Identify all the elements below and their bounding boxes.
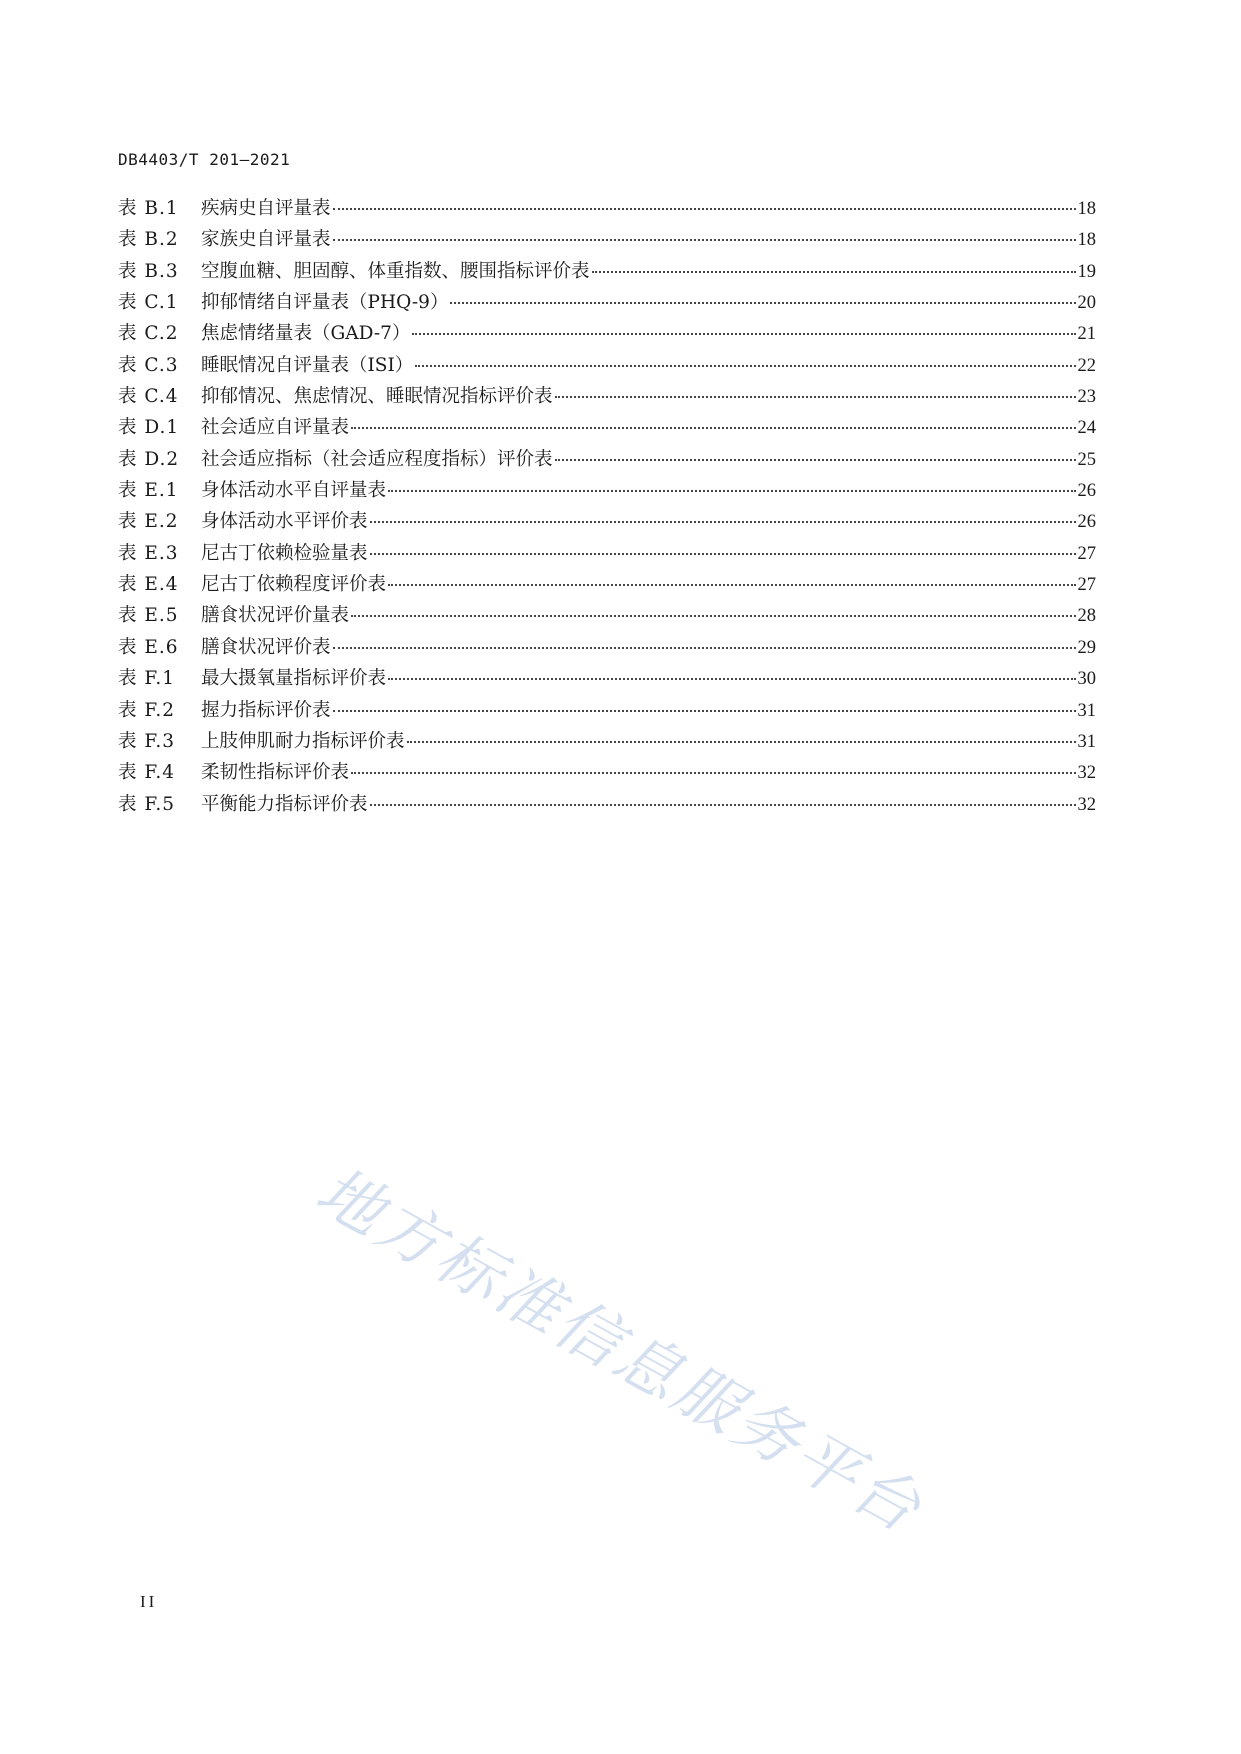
- toc-entry[interactable]: [118, 726, 1096, 757]
- toc-leader-dots: [388, 583, 1075, 586]
- toc-entry-title: 身体活动水平评价表: [201, 511, 368, 533]
- toc-entry-number: 表 F.4: [118, 762, 175, 784]
- toc-leader-dots: [333, 238, 1076, 241]
- toc-leader-dots: [351, 614, 1075, 617]
- toc-entry-number: 表 D.1: [118, 417, 180, 439]
- toc-entry[interactable]: [118, 789, 1096, 820]
- toc-entry-number: 表 D.2: [118, 448, 180, 470]
- toc-entry-page: 18: [1077, 230, 1096, 251]
- table-of-contents: [118, 193, 1096, 820]
- toc-entry-title: 尼古丁依赖程度评价表: [201, 574, 387, 596]
- toc-entry-page: 28: [1077, 606, 1096, 627]
- toc-entry-page: 32: [1077, 794, 1096, 815]
- toc-entry-title: 握力指标评价表: [201, 699, 331, 721]
- toc-entry-title: 膳食状况评价表: [201, 636, 331, 658]
- toc-entry-title: 身体活动水平自评量表: [201, 480, 387, 502]
- toc-entry[interactable]: [118, 256, 1096, 287]
- toc-leader-dots: [333, 709, 1076, 712]
- toc-entry-number: 表 F.5: [118, 793, 175, 815]
- toc-entry-number: 表 E.5: [118, 605, 179, 627]
- toc-entry-page: 31: [1077, 700, 1096, 721]
- toc-entry-page: 27: [1077, 543, 1096, 564]
- toc-leader-dots: [370, 520, 1076, 523]
- toc-leader-dots: [333, 646, 1076, 649]
- toc-entry-title: 焦虑情绪量表（GAD-7）: [201, 323, 411, 345]
- toc-entry-number: 表 C.1: [118, 292, 179, 314]
- toc-entry-page: 31: [1077, 731, 1096, 752]
- toc-entry-page: 29: [1077, 637, 1096, 658]
- toc-entry[interactable]: [118, 444, 1096, 475]
- toc-entry-page: 20: [1077, 293, 1096, 314]
- toc-leader-dots: [388, 677, 1075, 680]
- toc-entry-page: 32: [1077, 763, 1096, 784]
- toc-entry-title: 尼古丁依赖检验量表: [201, 542, 368, 564]
- toc-entry[interactable]: [118, 538, 1096, 569]
- toc-entry-page: 22: [1077, 355, 1096, 376]
- toc-entry[interactable]: [118, 600, 1096, 631]
- watermark: 地方标准信息服务平台: [304, 1153, 935, 1549]
- toc-leader-dots: [555, 458, 1076, 461]
- toc-entry-title: 抑郁情况、焦虑情况、睡眠情况指标评价表: [201, 386, 553, 408]
- toc-entry-page: 21: [1077, 324, 1096, 345]
- toc-leader-dots: [351, 771, 1075, 774]
- toc-entry-number: 表 E.4: [118, 574, 179, 596]
- toc-entry[interactable]: [118, 224, 1096, 255]
- toc-entry-number: 表 F.2: [118, 699, 175, 721]
- toc-entry-title: 平衡能力指标评价表: [201, 793, 368, 815]
- toc-entry-page: 23: [1077, 387, 1096, 408]
- toc-entry[interactable]: [118, 663, 1096, 694]
- toc-entry-title: 上肢伸肌耐力指标评价表: [201, 730, 405, 752]
- toc-entry-title: 睡眠情况自评量表（ISI）: [201, 354, 414, 376]
- toc-entry-page: 24: [1077, 418, 1096, 439]
- toc-entry[interactable]: [118, 632, 1096, 663]
- toc-entry-number: 表 E.2: [118, 511, 179, 533]
- document-code: DB4403/T 201—2021: [118, 150, 291, 169]
- toc-entry-number: 表 B.3: [118, 260, 179, 282]
- toc-leader-dots: [450, 301, 1075, 304]
- toc-entry-page: 26: [1077, 512, 1096, 533]
- toc-entry-number: 表 F.3: [118, 730, 175, 752]
- toc-entry-page: 18: [1077, 199, 1096, 219]
- toc-leader-dots: [333, 207, 1076, 210]
- toc-entry-number: 表 C.3: [118, 354, 179, 376]
- toc-entry-title: 社会适应指标（社会适应程度指标）评价表: [201, 448, 553, 470]
- toc-leader-dots: [415, 364, 1075, 367]
- toc-entry[interactable]: [118, 757, 1096, 788]
- toc-entry-title: 柔韧性指标评价表: [201, 762, 350, 784]
- toc-entry-number: 表 C.2: [118, 323, 179, 345]
- toc-leader-dots: [370, 803, 1076, 806]
- toc-entry-title: 最大摄氧量指标评价表: [201, 668, 387, 690]
- toc-entry[interactable]: [118, 287, 1096, 318]
- toc-entry[interactable]: [118, 318, 1096, 349]
- toc-entry[interactable]: [118, 506, 1096, 537]
- toc-leader-dots: [370, 552, 1076, 555]
- toc-entry-title: 空腹血糖、胆固醇、体重指数、腰围指标评价表: [201, 260, 590, 282]
- toc-entry-page: 30: [1077, 669, 1096, 690]
- toc-leader-dots: [407, 740, 1076, 743]
- toc-entry-number: 表 F.1: [118, 668, 175, 690]
- toc-entry[interactable]: [118, 193, 1096, 224]
- toc-entry-title: 社会适应自评量表: [201, 417, 350, 439]
- toc-leader-dots: [351, 426, 1075, 429]
- toc-entry-number: 表 B.1: [118, 198, 179, 219]
- toc-entry-number: 表 E.1: [118, 480, 179, 502]
- toc-entry-number: 表 B.2: [118, 229, 179, 251]
- toc-entry-page: 26: [1077, 481, 1096, 502]
- toc-leader-dots: [555, 395, 1076, 398]
- page-number: II: [140, 1592, 158, 1611]
- toc-entry-number: 表 E.6: [118, 636, 179, 658]
- toc-entry[interactable]: [118, 350, 1096, 381]
- toc-entry-title: 抑郁情绪自评量表（PHQ-9）: [201, 292, 449, 314]
- toc-entry-number: 表 C.4: [118, 386, 179, 408]
- toc-leader-dots: [388, 489, 1075, 492]
- toc-entry[interactable]: [118, 695, 1096, 726]
- toc-entry-number: 表 E.3: [118, 542, 179, 564]
- toc-entry-title: 家族史自评量表: [201, 229, 331, 251]
- toc-entry[interactable]: [118, 569, 1096, 600]
- toc-entry-title: 膳食状况评价量表: [201, 605, 350, 627]
- toc-entry-page: 27: [1077, 575, 1096, 596]
- toc-entry[interactable]: [118, 412, 1096, 443]
- toc-entry[interactable]: [118, 381, 1096, 412]
- toc-leader-dots: [412, 332, 1075, 335]
- toc-entry-title: 疾病史自评量表: [201, 198, 331, 219]
- toc-entry-page: 25: [1077, 449, 1096, 470]
- toc-entry[interactable]: [118, 475, 1096, 506]
- toc-entry-page: 19: [1077, 261, 1096, 282]
- toc-leader-dots: [592, 270, 1076, 273]
